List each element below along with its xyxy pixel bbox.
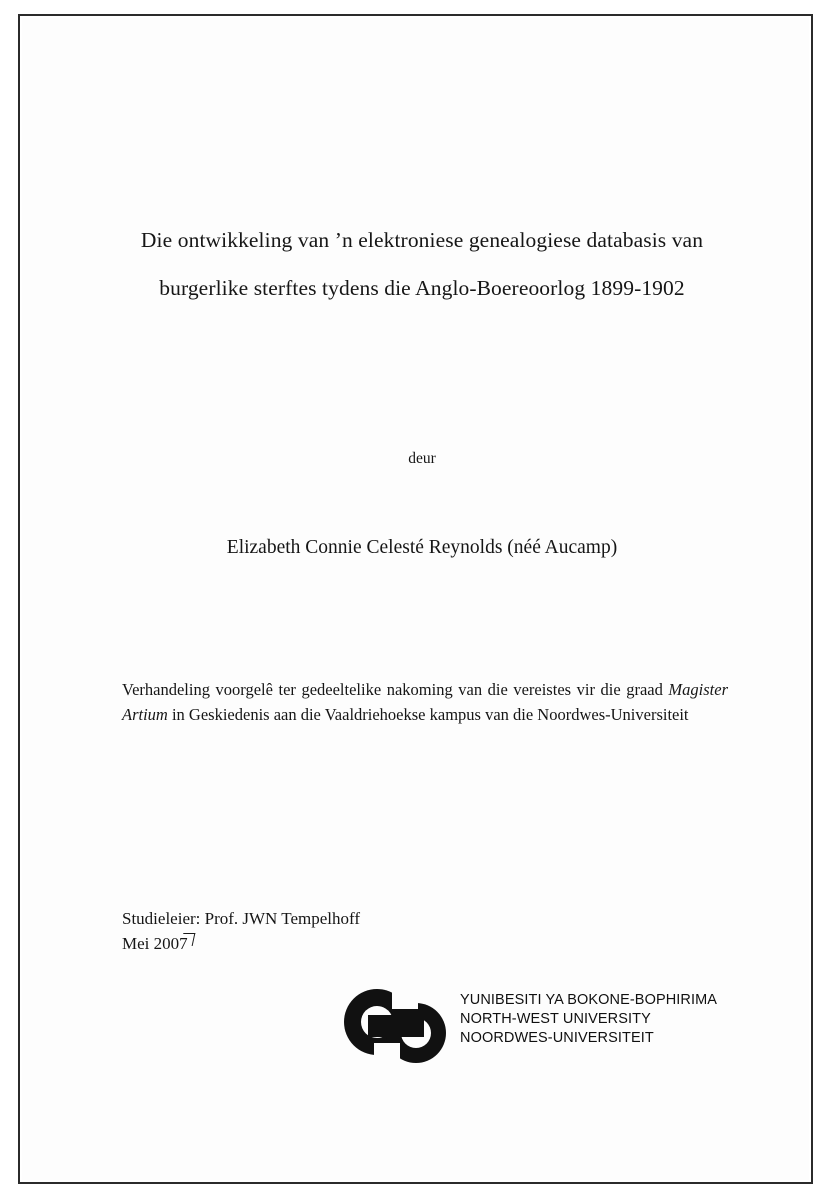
supervisor-line: Studieleier: Prof. JWN Tempelhoff — [122, 909, 361, 928]
title-page-sheet — [22, 18, 809, 1180]
degree-statement — [122, 677, 728, 727]
degree-name: Magister Artium — [122, 680, 728, 724]
north-west-university-logo-icon — [344, 989, 454, 1063]
logo-line-1: YUNIBESITI YA BOKONE-BOPHIRIMA — [460, 992, 718, 1008]
submission-date: Mei 2007 — [122, 931, 188, 956]
page-title — [102, 216, 742, 312]
university-logo-block — [262, 983, 718, 1069]
statement-part-2: in Geskiedenis aan die Vaaldriehoekse kampus van die Noordwes-Universiteit — [167, 705, 689, 724]
statement-part-1: Verhandeling voorgelê ter gedeeltelike nakoming van die vereistes vir die graad — [122, 680, 669, 699]
university-logo-text — [460, 991, 717, 1048]
logo-line-3: NOORDWES-UNIVERSITEIT — [460, 1030, 654, 1046]
by-label: deur — [408, 450, 436, 467]
title-line-2: burgerlike sterftes tydens die Anglo-Boereoorlog 1899-1902 — [159, 276, 685, 300]
title-page-content — [102, 18, 742, 1180]
author-name: Elizabeth Connie Celesté Reynolds (néé Aucamp) — [226, 537, 618, 558]
supervisor-block — [122, 906, 722, 956]
title-line-1: Die ontwikkeling van ’n elektroniese genealogiese databasis van — [140, 228, 704, 252]
logo-line-2: NORTH-WEST UNIVERSITY — [460, 1011, 651, 1027]
